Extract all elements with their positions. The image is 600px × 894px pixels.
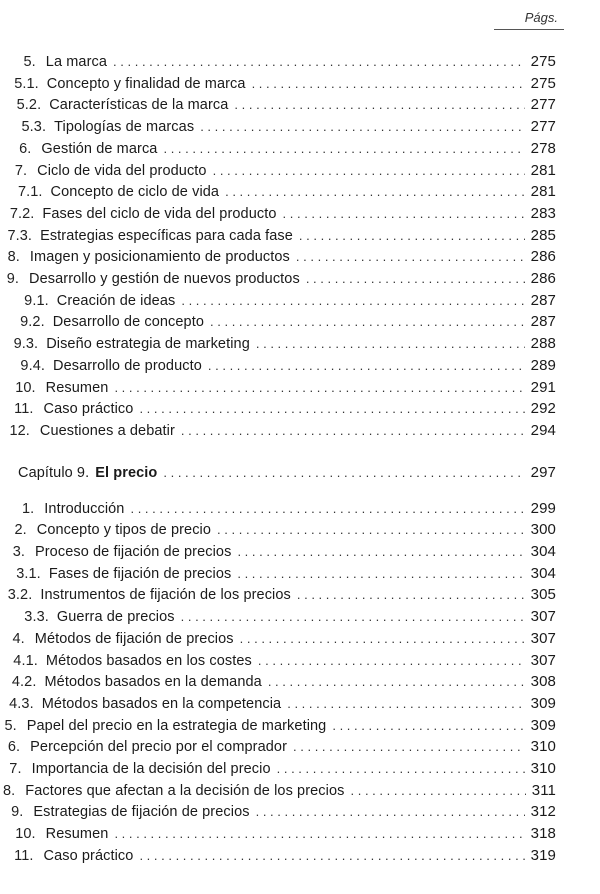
toc-entry [0,717,556,737]
toc-entry [0,760,556,780]
dot-leader [163,141,524,156]
entry-page-number: 286 [530,248,556,266]
entry-page-number: 299 [530,499,556,517]
entry-number: 3. [12,544,25,560]
toc-entry [0,205,556,225]
entry-page-number: 277 [530,96,556,114]
entry-title: Fases de fijación de precios [48,565,232,582]
entry-title: Concepto y tipos de precio [36,522,212,539]
entry-title: Desarrollo de producto [53,357,202,374]
chapter-page-number: 297 [530,463,556,481]
toc-entry [0,586,556,606]
entry-number: 5. [23,54,36,70]
dot-leader [332,718,524,733]
entry-page-number: 307 [530,651,556,669]
toc-entry [0,738,556,758]
entry-page-number: 275 [530,74,556,92]
entry-page-number: 292 [530,400,556,418]
entry-number: 10. [15,379,36,396]
entry-page-number: 287 [530,313,556,331]
entry-page-number: 304 [530,543,556,560]
entry-title: Ciclo de vida del producto [37,162,207,179]
toc-entry [0,803,556,823]
entry-title: Percepción del precio por el comprador [30,739,288,756]
entry-number: 7.3. [7,227,33,244]
entry-title: Diseño estrategia de marketing [46,336,250,353]
entry-title: Importancia de la decisión del precio [31,761,271,777]
toc-entry [0,75,556,95]
entry-page-number: 304 [530,564,556,582]
entry-number: 4.1. [13,652,38,669]
entry-number: 9. [6,271,20,287]
entry-page-number: 319 [530,846,556,864]
entry-title: Fases del ciclo de vida del producto [42,205,277,222]
toc-entry [0,630,556,650]
entry-title: Características de la marca [49,97,229,114]
entry-number: 7. [9,761,22,777]
toc-entry [0,270,556,290]
toc-entry [0,500,556,520]
entry-title: Métodos de fijación de precios [34,630,234,647]
dot-leader [299,228,525,243]
entry-number: 2. [14,522,27,539]
dot-leader [256,804,525,819]
dot-leader [306,271,525,286]
dot-leader [217,522,525,537]
pages-column-heading: Págs. [524,10,558,25]
dot-leader [213,163,525,178]
entry-title: Métodos basados en los costes [45,652,252,669]
toc-entry [0,292,556,312]
entry-page-number: 283 [530,204,556,222]
dot-leader [240,631,525,646]
toc-entry [0,248,556,268]
entry-title: Métodos basados en la competencia [41,695,282,712]
toc-entry [0,313,556,333]
entry-title: Papel del precio en la estrategia de marketing [26,717,327,734]
toc-entry [0,53,556,73]
entry-number: 9. [11,804,24,821]
entry-number: 7.2. [9,205,35,222]
entry-page-number: 275 [530,53,556,70]
dot-leader [181,293,524,308]
dot-leader [225,184,525,199]
toc-entry [0,379,556,399]
entry-number: 8. [2,782,16,799]
dot-leader [139,401,524,416]
entry-title: Estrategias de fijación de precios [33,804,250,821]
entry-page-number: 281 [530,161,556,179]
entry-number: 3.3. [24,609,49,626]
dot-leader [208,358,525,373]
toc-entry [0,400,556,420]
entry-page-number: 288 [530,335,556,353]
entry-number: 11. [14,847,34,864]
dot-leader [293,739,525,754]
entry-title: Proceso de fijación de precios [34,544,232,560]
dot-leader [181,423,525,438]
entry-number: 8. [7,249,20,266]
entry-number: 5.3. [21,119,47,136]
entry-title: Introducción [44,500,125,517]
entry-title: Estrategias específicas para cada fase [40,227,293,244]
entry-page-number: 277 [530,118,556,136]
dot-leader [256,336,525,351]
entry-title: Creación de ideas [56,292,176,309]
entry-page-number: 291 [530,378,556,396]
toc-entry [0,227,556,247]
dot-leader [237,566,524,581]
entry-page-number: 309 [530,716,556,734]
entry-title: Cuestiones a debatir [39,422,175,439]
entry-number: 6. [19,140,32,157]
entry-page-number: 307 [530,629,556,647]
entry-page-number: 312 [530,803,556,821]
entry-number: 9.1. [24,292,49,309]
entry-number: 7. [14,162,28,179]
entry-title: Gestión de marca [41,140,158,157]
entry-page-number: 310 [530,738,556,756]
entry-number: 7.1. [17,184,43,201]
entry-number: 1. [21,500,35,517]
entry-page-number: 311 [531,781,556,799]
toc-entry [0,543,556,563]
dot-leader [114,380,524,395]
entry-title: Métodos basados en la demanda [44,674,262,691]
toc-entry [0,847,556,867]
dot-leader [237,544,524,559]
chapter-label: Capítulo 9. [18,464,90,481]
toc-entry [0,422,556,442]
entry-number: 12. [9,422,30,439]
entry-page-number: 294 [530,421,556,439]
chapter-title: El precio [95,464,158,481]
entry-title: Tipologías de marcas [54,119,195,136]
dot-leader [130,501,524,516]
entry-number: 6. [7,739,21,756]
dot-leader [297,587,525,602]
toc-entry [0,357,556,377]
entry-title: Caso práctico [43,847,134,864]
entry-page-number: 305 [530,586,556,604]
entry-page-number: 285 [530,226,556,244]
entry-number: 5.2. [16,97,42,114]
entry-page-number: 278 [530,139,556,157]
dot-leader [287,696,524,711]
entry-page-number: 309 [530,694,556,712]
header-rule [494,29,564,30]
entry-page-number: 287 [530,291,556,309]
dot-leader [234,97,524,112]
toc-entry [0,140,556,160]
dot-leader [258,653,525,668]
entry-number: 5. [4,717,17,734]
entry-page-number: 281 [530,183,556,201]
entry-number: 9.4. [20,357,45,374]
entry-number: 4.2. [11,674,37,691]
toc-entry [0,652,556,672]
dot-leader [200,119,524,134]
entry-title: Factores que afectan a la decisión de los precios [25,782,345,799]
dot-leader [139,848,524,863]
entry-title: Concepto de ciclo de vida [50,184,220,201]
toc-entry [0,183,556,203]
entry-number: 5.1. [14,75,39,92]
toc-entry [0,521,556,541]
entry-page-number: 307 [530,608,556,626]
entry-title: Guerra de precios [56,609,175,626]
dot-leader [114,826,524,841]
entry-number: 3.2. [7,587,33,604]
entry-title: Instrumentos de fijación de los precios [40,587,291,604]
dot-leader [277,761,525,776]
entry-page-number: 318 [530,825,556,843]
entry-title: Desarrollo de concepto [52,314,205,331]
dot-leader [268,674,525,689]
toc-entry [0,118,556,138]
entry-title: Imagen y posicionamiento de productos [29,249,290,266]
dot-leader [181,609,525,624]
toc-entry [0,673,556,693]
entry-number: 11. [14,401,34,418]
entry-page-number: 286 [530,270,556,287]
dot-leader [283,206,525,221]
dot-leader [210,314,525,329]
entry-title: Resumen [45,379,109,396]
entry-number: 9.2. [20,314,45,331]
entry-number: 3.1. [16,565,41,582]
entry-title: Resumen [45,826,109,843]
entry-number: 4.3. [9,695,34,712]
toc-entry [0,162,556,182]
entry-page-number: 300 [530,521,556,539]
toc-entry [0,96,556,116]
entry-title: Concepto y finalidad de marca [46,75,246,92]
dot-leader [252,76,525,91]
entry-page-number: 308 [530,673,556,691]
toc-entry [0,782,556,802]
entry-number: 10. [15,826,36,843]
entry-title: Caso práctico [43,401,134,418]
entry-title: La marca [45,54,108,70]
toc-entry [0,565,556,585]
toc-entry [0,825,556,845]
entry-number: 4. [12,630,25,647]
chapter-heading [0,464,556,484]
dot-leader [113,54,525,69]
toc-entry [0,335,556,355]
entry-number: 9.3. [13,336,39,353]
dot-leader [351,783,526,798]
toc-entry [0,695,556,715]
dot-leader [296,249,525,264]
entry-page-number: 310 [530,760,556,777]
dot-leader [163,465,524,480]
entry-title: Desarrollo y gestión de nuevos productos [29,271,300,287]
entry-page-number: 289 [530,356,556,374]
toc-entry [0,608,556,628]
